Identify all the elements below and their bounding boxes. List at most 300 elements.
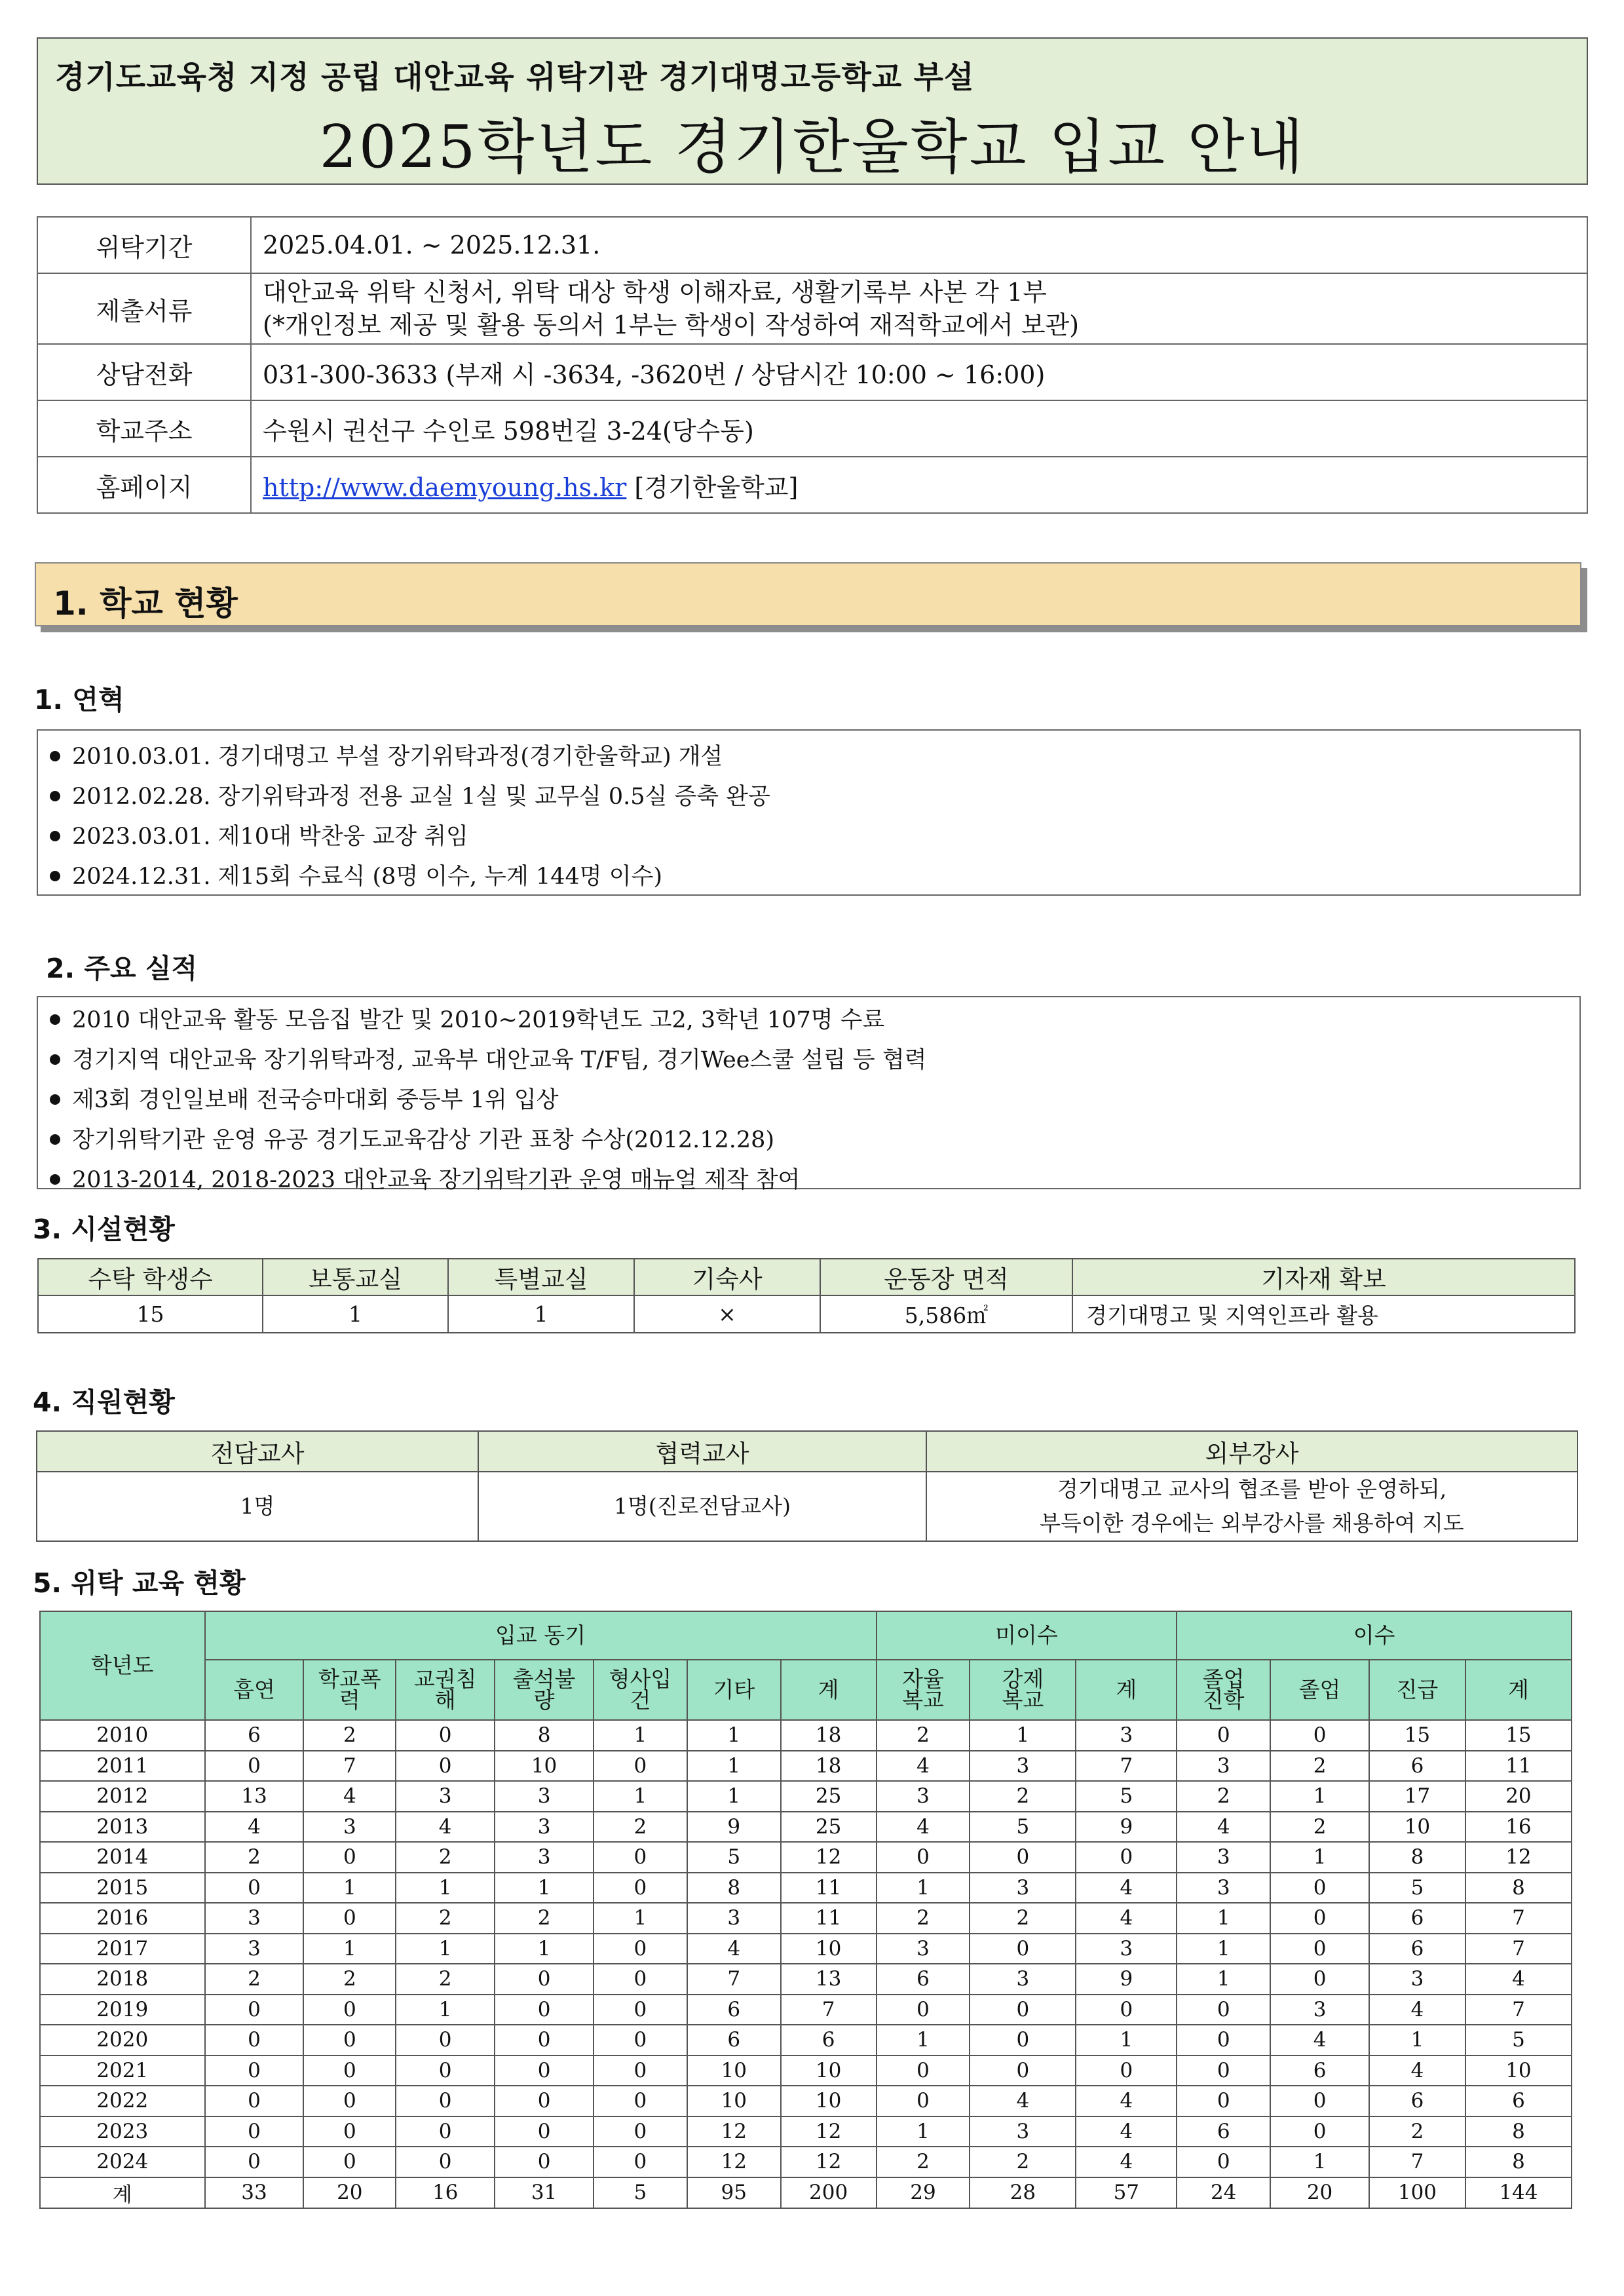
table-cell: 3 [1177, 1873, 1270, 1904]
table-cell: 10 [781, 2056, 877, 2086]
table-row [40, 1751, 1572, 1782]
table-cell: 3 [495, 1812, 594, 1843]
table-cell: 16 [1465, 1812, 1572, 1843]
table-cell: 0 [594, 2056, 687, 2086]
info-label: 상담전화 [37, 344, 251, 400]
table-row [40, 1720, 1572, 1751]
column-header: 계 [1465, 1660, 1572, 1720]
bullet-icon [50, 1054, 60, 1065]
table-cell: 7 [1465, 1903, 1572, 1934]
list-item-text: 2010 대안교육 활동 모음집 발간 및 2010~2019학년도 고2, 3학년 107명 수료 [72, 1007, 885, 1033]
table-cell: 1 [495, 1934, 594, 1964]
table-cell: 4 [1076, 1873, 1177, 1904]
table-row [40, 1903, 1572, 1934]
table-cell: 0 [495, 2147, 594, 2177]
cell-line: 부득이한 경우에는 외부강사를 채용하여 지도 [1040, 1510, 1464, 1536]
table-cell: 0 [1076, 1995, 1177, 2025]
table-cell: 2 [970, 2147, 1076, 2177]
table-cell: 2 [396, 1842, 495, 1873]
table-cell: 11 [781, 1873, 877, 1904]
table-cell: 0 [594, 1751, 687, 1782]
year-cell: 2010 [40, 1720, 205, 1751]
table-row [40, 2147, 1572, 2177]
table-cell: 7 [1465, 1934, 1572, 1964]
table-cell: 0 [303, 1995, 396, 2025]
table-cell: 6 [205, 1720, 304, 1751]
bullet-icon [50, 1014, 60, 1025]
column-header: 흡연 [205, 1660, 304, 1720]
column-header: 강제 복교 [970, 1660, 1076, 1720]
bullet-icon [50, 831, 60, 841]
table-cell: 0 [205, 2025, 304, 2056]
list-item-text: 2013-2014, 2018-2023 대안교육 장기위탁기관 운영 매뉴얼 제작 참여 [72, 1167, 801, 1193]
table-cell: 0 [396, 1720, 495, 1751]
table-cell: 6 [1270, 2056, 1369, 2086]
table-cell: 0 [594, 2147, 687, 2177]
table-cell: 12 [687, 2116, 781, 2147]
page-subtitle: 경기도교육청 지정 공립 대안교육 위탁기관 경기대명고등학교 부설 [55, 60, 975, 96]
staff-table [36, 1430, 1578, 1542]
table-cell: 3 [1369, 1964, 1465, 1995]
column-header: 계 [1076, 1660, 1177, 1720]
table-row [40, 2056, 1572, 2086]
table-cell: 0 [205, 2116, 304, 2147]
table-cell: 9 [1076, 1964, 1177, 1995]
table-cell: 1 [687, 1781, 781, 1812]
year-cell: 2013 [40, 1812, 205, 1843]
info-row [37, 217, 1587, 273]
table-header-row [38, 1259, 1575, 1295]
table-cell: 0 [1270, 1873, 1369, 1904]
table-cell: 8 [495, 1720, 594, 1751]
table-row [40, 2177, 1572, 2208]
table-cell: 1 [495, 1873, 594, 1904]
table-cell: 3 [1076, 1934, 1177, 1964]
table-cell: 1 [594, 1720, 687, 1751]
cell-line: 경기대명고 교사의 협조를 받아 운영하되, [1057, 1476, 1447, 1502]
table-cell: 3 [687, 1903, 781, 1934]
info-label: 학교주소 [37, 400, 251, 457]
table-cell: 8 [1465, 2147, 1572, 2177]
table-cell: 0 [303, 1903, 396, 1934]
table-cell: 0 [396, 2147, 495, 2177]
list-item [50, 737, 1579, 777]
table-cell: 0 [205, 2086, 304, 2116]
table-cell: 0 [303, 1842, 396, 1873]
info-value: 031-300-3633 (부재 시 -3634, -3620번 / 상담시간 10:00 ~ 16:00) [251, 344, 1587, 400]
table-cell: 0 [970, 2025, 1076, 2056]
column-header: 외부강사 [926, 1431, 1577, 1472]
bullet-icon [50, 1174, 60, 1185]
table-cell: 3 [1177, 1842, 1270, 1873]
list-item-text: 제3회 경인일보배 전국승마대회 중등부 1위 입상 [72, 1087, 559, 1113]
table-cell: 0 [1076, 2056, 1177, 2086]
table-cell: 8 [1465, 2116, 1572, 2147]
year-cell: 2022 [40, 2086, 205, 2116]
list-item-text: 2012.02.28. 장기위탁과정 전용 교실 1실 및 교무실 0.5실 증축 완공 [72, 784, 770, 810]
table-row [40, 2025, 1572, 2056]
table-cell: 12 [781, 2116, 877, 2147]
table-cell: 4 [1076, 2086, 1177, 2116]
column-header: 자율 복교 [877, 1660, 970, 1720]
table-cell: 0 [396, 2056, 495, 2086]
facilities-heading: 3. 시설현황 [33, 1214, 175, 1245]
info-value-line: 대안교육 위탁 신청서, 위탁 대상 학생 이해자료, 생활기록부 사본 각 1부 [263, 278, 1047, 307]
info-row [37, 344, 1587, 400]
table-cell: 144 [1465, 2177, 1572, 2208]
table-cell: 1 [970, 1720, 1076, 1751]
table-cell: 2 [970, 1781, 1076, 1812]
list-item [50, 1001, 1579, 1041]
table-cell: 1 [1270, 2147, 1369, 2177]
table-cell: 20 [303, 2177, 396, 2208]
year-cell: 2017 [40, 1934, 205, 1964]
table-cell: 경기대명고 및 지역인프라 활용 [1072, 1295, 1575, 1333]
list-item-text: 2010.03.01. 경기대명고 부설 장기위탁과정(경기한울학교) 개설 [72, 744, 723, 770]
table-cell: 6 [687, 2025, 781, 2056]
year-cell: 2019 [40, 1995, 205, 2025]
table-cell: 6 [1369, 1903, 1465, 1934]
table-cell: 28 [970, 2177, 1076, 2208]
bullet-icon [50, 1134, 60, 1145]
table-cell: 8 [1465, 1873, 1572, 1904]
table-cell: 13 [781, 1964, 877, 1995]
info-value [251, 457, 1587, 513]
table-cell: 6 [1369, 2086, 1465, 2116]
table-cell: 0 [495, 1964, 594, 1995]
table-cell: 0 [1177, 2025, 1270, 2056]
year-cell: 2024 [40, 2147, 205, 2177]
table-cell: 0 [396, 2025, 495, 2056]
table-cell: 10 [495, 1751, 594, 1782]
table-cell: 0 [396, 2116, 495, 2147]
table-cell: 3 [1076, 1720, 1177, 1751]
table-cell: 3 [970, 1964, 1076, 1995]
info-value: 2025.04.01. ~ 2025.12.31. [251, 217, 1587, 273]
table-cell: 0 [594, 1964, 687, 1995]
table-cell: 2 [877, 1720, 970, 1751]
table-cell: 4 [1369, 2056, 1465, 2086]
info-value: 수원시 권선구 수인로 598번길 3-24(당수동) [251, 400, 1587, 457]
table-cell: 0 [877, 1842, 970, 1873]
group-header: 입교 동기 [205, 1611, 877, 1660]
year-cell: 2012 [40, 1781, 205, 1812]
year-cell: 2016 [40, 1903, 205, 1934]
table-cell: 20 [1270, 2177, 1369, 2208]
table-cell: 10 [781, 1934, 877, 1964]
table-cell: 6 [1369, 1751, 1465, 1782]
table-cell: 2 [877, 1903, 970, 1934]
table-row [38, 1295, 1575, 1333]
year-cell: 계 [40, 2177, 205, 2208]
column-header: 운동장 면적 [820, 1259, 1072, 1295]
table-cell: 0 [1177, 2056, 1270, 2086]
column-header: 학교폭 력 [303, 1660, 396, 1720]
table-cell: 7 [687, 1964, 781, 1995]
year-cell: 2021 [40, 2056, 205, 2086]
table-cell: 0 [205, 1751, 304, 1782]
table-cell: 8 [1369, 1842, 1465, 1873]
table-cell: 0 [303, 2116, 396, 2147]
table-cell: 5 [970, 1812, 1076, 1843]
title-box [37, 37, 1588, 185]
table-cell [926, 1472, 1577, 1541]
column-header: 계 [781, 1660, 877, 1720]
table-cell: 1 [396, 1995, 495, 2025]
table-cell: 0 [303, 2147, 396, 2177]
table-cell: 2 [1369, 2116, 1465, 2147]
table-cell: 10 [687, 2086, 781, 2116]
table-cell: 33 [205, 2177, 304, 2208]
history-list [37, 729, 1581, 896]
table-cell: 0 [970, 1842, 1076, 1873]
table-cell: 0 [877, 1995, 970, 2025]
table-cell: 1 [263, 1295, 448, 1333]
column-header: 특별교실 [448, 1259, 634, 1295]
table-row [37, 1472, 1577, 1541]
table-cell: 1 [877, 1873, 970, 1904]
table-cell: 9 [1076, 1812, 1177, 1843]
table-cell: 24 [1177, 2177, 1270, 2208]
table-cell: 4 [1076, 1903, 1177, 1934]
table-cell: 2 [205, 1964, 304, 1995]
table-cell: 18 [781, 1720, 877, 1751]
table-cell: 13 [205, 1781, 304, 1812]
column-header: 진급 [1369, 1660, 1465, 1720]
table-cell: 0 [205, 1995, 304, 2025]
table-cell: 7 [1076, 1751, 1177, 1782]
column-header: 졸업 [1270, 1660, 1369, 1720]
achievements-list [37, 996, 1581, 1193]
column-header: 졸업 진학 [1177, 1660, 1270, 1720]
table-cell: 0 [303, 2086, 396, 2116]
table-cell: 6 [877, 1964, 970, 1995]
table-cell: 0 [877, 2056, 970, 2086]
table-cell: 1 [303, 1873, 396, 1904]
table-cell: 0 [495, 1995, 594, 2025]
page-title: 2025학년도 경기한울학교 입교 안내 [319, 113, 1306, 182]
column-header: 출석불 량 [495, 1660, 594, 1720]
table-cell: 4 [396, 1812, 495, 1843]
table-cell: 0 [303, 2025, 396, 2056]
table-cell: 9 [687, 1812, 781, 1843]
table-cell: 1 [396, 1873, 495, 1904]
table-row [40, 1812, 1572, 1843]
table-cell: 2 [1270, 1751, 1369, 1782]
table-cell: 3 [303, 1812, 396, 1843]
table-cell: 2 [303, 1720, 396, 1751]
table-cell: 0 [396, 1751, 495, 1782]
table-cell: 5 [1465, 2025, 1572, 2056]
table-cell: 57 [1076, 2177, 1177, 2208]
table-cell: 0 [594, 1995, 687, 2025]
table-cell: 1 [687, 1751, 781, 1782]
table-cell: 0 [1076, 1842, 1177, 1873]
table-cell: 3 [970, 1751, 1076, 1782]
table-cell: 6 [1465, 2086, 1572, 2116]
year-cell: 2018 [40, 1964, 205, 1995]
table-cell: 4 [1270, 2025, 1369, 2056]
table-cell: 0 [303, 2056, 396, 2086]
achievements-heading: 2. 주요 실적 [46, 953, 198, 984]
table-cell: 25 [781, 1812, 877, 1843]
list-item-text: 2023.03.01. 제10대 박찬웅 교장 취임 [72, 824, 468, 850]
year-header: 학년도 [40, 1611, 205, 1720]
education-table-body [40, 1720, 1572, 2208]
info-label: 위탁기간 [37, 217, 251, 273]
table-cell: 6 [1177, 2116, 1270, 2147]
table-cell: 2 [970, 1903, 1076, 1934]
table-cell: 4 [877, 1812, 970, 1843]
facility-table [37, 1258, 1576, 1333]
table-cell: 4 [1177, 1812, 1270, 1843]
table-cell: 3 [495, 1842, 594, 1873]
column-header: 기자재 확보 [1072, 1259, 1575, 1295]
table-cell: 0 [594, 2086, 687, 2116]
table-subheader-row [40, 1660, 1572, 1720]
table-cell: 5 [687, 1842, 781, 1873]
year-cell: 2015 [40, 1873, 205, 1904]
year-cell: 2011 [40, 1751, 205, 1782]
table-cell: 15 [38, 1295, 263, 1333]
table-cell: 12 [687, 2147, 781, 2177]
bullet-icon [50, 791, 60, 801]
table-cell: 100 [1369, 2177, 1465, 2208]
table-cell: 0 [1270, 2116, 1369, 2147]
staff-heading: 4. 직원현황 [33, 1387, 175, 1418]
list-item [50, 817, 1579, 857]
column-header: 보통교실 [263, 1259, 448, 1295]
table-cell: 4 [1076, 2147, 1177, 2177]
table-row [40, 1873, 1572, 1904]
table-cell: 2 [303, 1964, 396, 1995]
bullet-icon [50, 871, 60, 881]
table-cell: 31 [495, 2177, 594, 2208]
table-row [40, 1964, 1572, 1995]
table-cell: 1 [1369, 2025, 1465, 2056]
table-cell: 0 [594, 2025, 687, 2056]
table-row [40, 1781, 1572, 1812]
section-header [35, 562, 1581, 626]
info-row [37, 273, 1587, 344]
bullet-icon [50, 1094, 60, 1105]
table-cell: 0 [205, 2056, 304, 2086]
column-header: 형사입 건 [594, 1660, 687, 1720]
table-cell: 5 [1076, 1781, 1177, 1812]
section-title: 1. 학교 현황 [53, 584, 238, 622]
table-cell: 2 [396, 1964, 495, 1995]
table-cell: 0 [594, 2116, 687, 2147]
info-row [37, 457, 1587, 513]
table-cell: 4 [1369, 1995, 1465, 2025]
history-heading: 1. 연혁 [34, 684, 124, 716]
list-item-text: 장기위탁기관 운영 유공 경기도교육감상 기관 표창 수상(2012.12.28) [72, 1127, 775, 1153]
table-cell: 1명(진로전담교사) [478, 1472, 926, 1541]
table-cell: 0 [205, 1873, 304, 1904]
table-cell: 1 [303, 1934, 396, 1964]
column-header: 전담교사 [37, 1431, 478, 1472]
education-heading: 5. 위탁 교육 현황 [33, 1567, 246, 1599]
table-cell: 11 [781, 1903, 877, 1934]
table-cell: 0 [205, 2147, 304, 2177]
table-cell: 0 [877, 2086, 970, 2116]
table-cell: 10 [781, 2086, 877, 2116]
table-cell: × [634, 1295, 820, 1333]
table-cell: 200 [781, 2177, 877, 2208]
table-row [40, 1934, 1572, 1964]
table-cell: 18 [781, 1751, 877, 1782]
table-cell: 2 [877, 2147, 970, 2177]
list-item-text: 2024.12.31. 제15회 수료식 (8명 이수, 누계 144명 이수) [72, 864, 662, 890]
list-item [50, 777, 1579, 817]
table-cell: 4 [970, 2086, 1076, 2116]
homepage-link[interactable]: http://www.daemyoung.hs.kr [263, 472, 627, 502]
table-cell: 4 [303, 1781, 396, 1812]
list-item [50, 1081, 1579, 1120]
table-row [40, 2116, 1572, 2147]
table-cell: 17 [1369, 1781, 1465, 1812]
table-cell: 1 [877, 2025, 970, 2056]
table-cell: 1명 [37, 1472, 478, 1541]
table-cell: 8 [687, 1873, 781, 1904]
table-cell: 1 [448, 1295, 634, 1333]
table-cell: 3 [970, 1873, 1076, 1904]
column-header: 수탁 학생수 [38, 1259, 263, 1295]
table-cell: 0 [1270, 1934, 1369, 1964]
table-cell: 2 [1177, 1781, 1270, 1812]
table-cell: 10 [687, 2056, 781, 2086]
list-item [50, 1041, 1579, 1081]
table-cell: 0 [495, 2086, 594, 2116]
list-item-text: 경기지역 대안교육 장기위탁과정, 교육부 대안교육 T/F팀, 경기Wee스쿨 설립 등 협력 [72, 1047, 927, 1073]
year-cell: 2014 [40, 1842, 205, 1873]
table-row [40, 1842, 1572, 1873]
table-cell: 0 [1177, 1995, 1270, 2025]
table-cell: 11 [1465, 1751, 1572, 1782]
education-table [39, 1611, 1572, 2209]
table-cell: 4 [1076, 2116, 1177, 2147]
table-cell: 6 [1369, 1934, 1465, 1964]
table-cell: 10 [1465, 2056, 1572, 2086]
table-cell: 16 [396, 2177, 495, 2208]
table-cell: 1 [877, 2116, 970, 2147]
table-cell: 3 [1270, 1995, 1369, 2025]
table-cell: 15 [1369, 1720, 1465, 1751]
table-cell: 3 [877, 1934, 970, 1964]
bullet-icon [50, 751, 60, 761]
column-header: 협력교사 [478, 1431, 926, 1472]
table-cell: 0 [1270, 2086, 1369, 2116]
table-cell: 0 [495, 2116, 594, 2147]
table-row [40, 1995, 1572, 2025]
table-cell: 2 [1270, 1812, 1369, 1843]
table-cell: 10 [1369, 1812, 1465, 1843]
table-cell: 2 [396, 1903, 495, 1934]
table-cell: 2 [495, 1903, 594, 1934]
table-row [40, 2086, 1572, 2116]
table-cell: 7 [781, 1995, 877, 2025]
table-cell: 1 [1270, 1781, 1369, 1812]
table-cell: 4 [877, 1751, 970, 1782]
table-cell: 12 [781, 1842, 877, 1873]
table-cell: 1 [594, 1903, 687, 1934]
table-cell: 5,586㎡ [820, 1295, 1072, 1333]
list-item [50, 857, 1579, 897]
table-cell: 20 [1465, 1781, 1572, 1812]
table-cell: 12 [781, 2147, 877, 2177]
table-cell: 0 [1270, 1720, 1369, 1751]
homepage-suffix: [경기한울학교] [626, 472, 799, 502]
